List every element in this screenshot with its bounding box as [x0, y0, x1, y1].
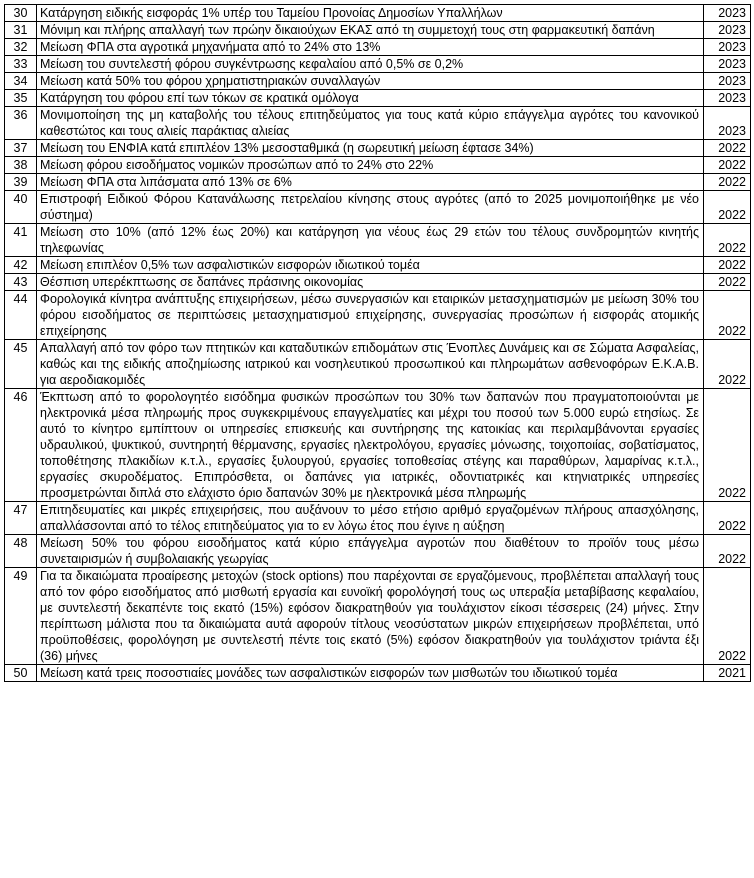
measure-description: Για τα δικαιώματα προαίρεσης μετοχών (stock options) που παρέχονται σε εργαζόμενους, προβλέπεται απαλλαγή τους από τον φόρο εισοδήματος από μισθωτή εργασία και ευνοϊκή φορολόγησή τους ως υπεραξία μεταβίβασης κεφαλαίου, με συντελεστή δεκαπέντε τοις εκατό (15%) εφόσον διακρατηθούν για τουλάχιστον είκοσι τέσσερεις (24) μήνες. Στην περίπτωση μάλιστα που τα δικαιώματα αυτά αφορούν τίτλους νεοσύστατων μικρών επιχειρήσεων προβλέπεται, υπό προϋποθέσεις, φορολόγηση με συντελεστή πέντε τοις εκατό (5%) εφόσον διακρατηθούν για τουλάχιστον τριάντα έξι (36) μήνες: [37, 568, 704, 665]
table-row: [5, 39, 751, 56]
table-row: [5, 5, 751, 22]
measure-year: 2023: [704, 5, 751, 22]
row-number: 42: [5, 257, 37, 274]
measure-year: 2022: [704, 224, 751, 257]
measure-year: 2022: [704, 274, 751, 291]
measure-year: 2021: [704, 665, 751, 682]
measure-description: Μείωση 50% του φόρου εισοδήματος κατά κύριο επάγγελμα αγροτών που διαθέτουν το προϊόν τους μέσω συνεταιρισμών ή συμβολαιακής γεωργίας: [37, 535, 704, 568]
row-number: 46: [5, 389, 37, 502]
measure-year: 2022: [704, 174, 751, 191]
row-number: 48: [5, 535, 37, 568]
measure-year: 2022: [704, 157, 751, 174]
table-row: [5, 140, 751, 157]
table-row: [5, 502, 751, 535]
measure-description: Κατάργηση του φόρου επί των τόκων σε κρατικά ομόλογα: [37, 90, 704, 107]
table-row: [5, 257, 751, 274]
row-number: 38: [5, 157, 37, 174]
measure-year: 2022: [704, 389, 751, 502]
measures-table-body: [5, 5, 751, 682]
measure-description: Επιτηδευματίες και μικρές επιχειρήσεις, που αυξάνουν το μέσο ετήσιο αριθμό εργαζομένων πλήρους απασχόλησης, απαλλάσσονται από το τέλος επιτηδεύματος για το εν λόγω έτος που έγινε η αύξηση: [37, 502, 704, 535]
row-number: 34: [5, 73, 37, 90]
row-number: 31: [5, 22, 37, 39]
table-row: [5, 389, 751, 502]
row-number: 50: [5, 665, 37, 682]
measure-description: Μείωση φόρου εισοδήματος νομικών προσώπων από το 24% στο 22%: [37, 157, 704, 174]
measure-description: Μονιμοποίηση της μη καταβολής του τέλους επιτηδεύματος για τους κατά κύριο επάγγελμα αγρότες του κανονικού καθεστώτος και τους αλιείς παράκτιας αλιείας: [37, 107, 704, 140]
measure-description: Επιστροφή Ειδικού Φόρου Κατανάλωσης πετρελαίου κίνησης στους αγρότες (από το 2025 μονιμοποιήθηκε με νέο σύστημα): [37, 191, 704, 224]
table-row: [5, 174, 751, 191]
row-number: 39: [5, 174, 37, 191]
measure-description: Φορολογικά κίνητρα ανάπτυξης επιχειρήσεων, μέσω συνεργασιών και εταιρικών μετασχηματισμών με μείωση 30% του φόρου εισοδήματος σε περιπτώσεις μετασχηματισμού επιχείρησης, συνεργασίας προσώπων ή εισφοράς ατομικής επιχείρησης: [37, 291, 704, 340]
measure-year: 2022: [704, 140, 751, 157]
table-row: [5, 274, 751, 291]
measure-description: Μείωση του ΕΝΦΙΑ κατά επιπλέον 13% μεσοσταθμικά (η σωρευτική μείωση έφτασε 34%): [37, 140, 704, 157]
row-number: 32: [5, 39, 37, 56]
row-number: 43: [5, 274, 37, 291]
measure-description: Μείωση του συντελεστή φόρου συγκέντρωσης κεφαλαίου από 0,5% σε 0,2%: [37, 56, 704, 73]
measure-year: 2023: [704, 73, 751, 90]
measure-year: 2023: [704, 56, 751, 73]
measure-year: 2023: [704, 107, 751, 140]
table-row: [5, 535, 751, 568]
row-number: 49: [5, 568, 37, 665]
table-row: [5, 665, 751, 682]
measure-description: Μείωση στο 10% (από 12% έως 20%) και κατάργηση για νέους έως 29 ετών του τέλους συνδρομητών κινητής τηλεφωνίας: [37, 224, 704, 257]
row-number: 35: [5, 90, 37, 107]
table-row: [5, 56, 751, 73]
measures-table: [4, 4, 751, 682]
row-number: 45: [5, 340, 37, 389]
measure-year: 2022: [704, 191, 751, 224]
table-row: [5, 224, 751, 257]
measure-year: 2023: [704, 90, 751, 107]
measure-description: Μείωση κατά 50% του φόρου χρηματιστηριακών συναλλαγών: [37, 73, 704, 90]
table-row: [5, 340, 751, 389]
measure-year: 2022: [704, 257, 751, 274]
measure-description: Απαλλαγή από τον φόρο των πτητικών και καταδυτικών επιδομάτων στις Ένοπλες Δυνάμεις και σε Σώματα Ασφαλείας, καθώς και της ειδικής αποζημίωσης ιατρικού και νοσηλευτικού προσωπικού και πληρωμάτων ασθενοφόρων Ε.Κ.Α.Β. για αεροδιακομιδές: [37, 340, 704, 389]
measure-description: Μόνιμη και πλήρης απαλλαγή των πρώην δικαιούχων ΕΚΑΣ από τη συμμετοχή τους στη φαρμακευτική δαπάνη: [37, 22, 704, 39]
row-number: 30: [5, 5, 37, 22]
measure-description: Μείωση κατά τρεις ποσοστιαίες μονάδες των ασφαλιστικών εισφορών των μισθωτών του ιδιωτικού τομέα: [37, 665, 704, 682]
table-row: [5, 157, 751, 174]
row-number: 37: [5, 140, 37, 157]
measure-year: 2022: [704, 502, 751, 535]
measure-description: Έκπτωση από το φορολογητέο εισόδημα φυσικών προσώπων του 30% των δαπανών που πραγματοποιούνται με ηλεκτρονικά μέσα πληρωμής προς συγκεκριμένους επαγγελματίες και μέχρι του ποσού των 5.000 ευρώ ετησίως. Σε αυτό το κίνητρο εμπίπτουν οι υπηρεσίες επισκευής και συντήρησης της κατοικίας και περιλαμβάνονται εργασίες υδραυλικού, ψυκτικού, συντηρητή θέρμανσης, εργασίες ηλεκτρολόγου, εργασίες μόνωσης, τοιχοποιίας, σοβατίσματος, τοποθέτησης πλακιδίων κ.τ.λ., εργασίες ξυλουργού, εργασίες τοποθεσίας στέγης και παραθύρων, λαμαρίνας κ.τ.λ., εργασίες σκυροδέματος. Επιπρόσθετα, οι δαπάνες για ιατρικές, οδοντιατρικές και κτηνιατρικές υπηρεσίες προσμετρώνται διπλά στο ελάχιστο όριο δαπανών 30% με ηλεκτρονικά μέσα πληρωμής: [37, 389, 704, 502]
row-number: 36: [5, 107, 37, 140]
table-row: [5, 73, 751, 90]
row-number: 41: [5, 224, 37, 257]
table-row: [5, 191, 751, 224]
measure-year: 2022: [704, 340, 751, 389]
table-row: [5, 90, 751, 107]
measure-year: 2022: [704, 535, 751, 568]
measure-year: 2023: [704, 22, 751, 39]
measure-description: Κατάργηση ειδικής εισφοράς 1% υπέρ του Ταμείου Προνοίας Δημοσίων Υπαλλήλων: [37, 5, 704, 22]
row-number: 44: [5, 291, 37, 340]
row-number: 47: [5, 502, 37, 535]
measure-description: Μείωση ΦΠΑ στα λιπάσματα από 13% σε 6%: [37, 174, 704, 191]
measure-description: Θέσπιση υπερέκπτωσης σε δαπάνες πράσινης οικονομίας: [37, 274, 704, 291]
measure-year: 2022: [704, 291, 751, 340]
measure-year: 2023: [704, 39, 751, 56]
row-number: 40: [5, 191, 37, 224]
table-row: [5, 568, 751, 665]
table-row: [5, 291, 751, 340]
measure-year: 2022: [704, 568, 751, 665]
table-row: [5, 22, 751, 39]
measure-description: Μείωση επιπλέον 0,5% των ασφαλιστικών εισφορών ιδιωτικού τομέα: [37, 257, 704, 274]
measure-description: Μείωση ΦΠΑ στα αγροτικά μηχανήματα από το 24% στο 13%: [37, 39, 704, 56]
row-number: 33: [5, 56, 37, 73]
table-row: [5, 107, 751, 140]
